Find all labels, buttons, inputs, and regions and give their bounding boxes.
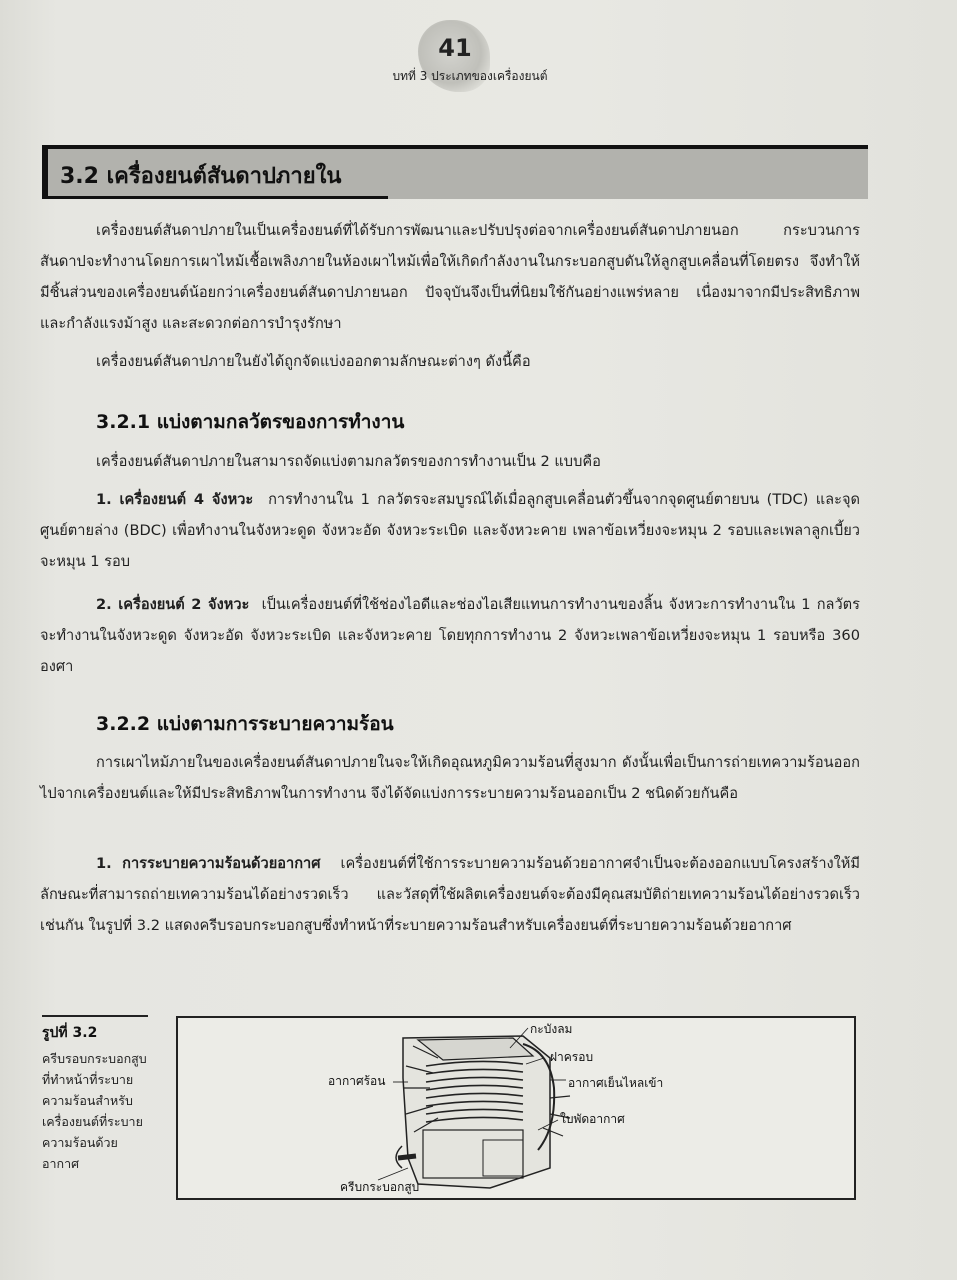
label-cover: ฝาครอบ [550,1050,594,1064]
classification-sentence: เครื่องยนต์สันดาปภายในยังได้ถูกจัดแบ่งออกตามลักษณะต่างๆ ดังนี้คือ [96,353,531,370]
subsection-2-intro: การเผาไหม้ภายในของเครื่องยนต์สันดาปภายในจะให้เกิดอุณหภูมิความร้อนที่สูงมาก ดังนั้นเพื่อเป็นการถ่ายเทความร้อนออกไปจากเครื่องยนต์และให้มีประสิทธิภาพในการทำงาน จึงได้จัดแบ่งการระบายความร้อนออกเป็น 2 ชนิดด้วยกันคือ [40,754,860,802]
label-cool-air-in: อากาศเย็นไหลเข้า [568,1076,664,1090]
figure-caption: ครีบรอบกระบอกสูบที่ทำหน้าที่ระบายความร้อนสำหรับเครื่องยนต์ที่ระบายความร้อนด้วยอากาศ [42,1051,147,1171]
chapter-title: บทที่ 3 ประเภทของเครื่องยนต์ [392,69,548,83]
cylinder-fins-illustration [178,1018,854,1198]
label-hot-air: อากาศร้อน [328,1074,386,1088]
subsection-1-intro: เครื่องยนต์สันดาปภายในสามารถจัดแบ่งตามกลวัตรของการทำงานเป็น 2 แบบคือ [96,453,601,470]
four-stroke-paragraph: 1. เครื่องยนต์ 4 จังหวะ การทำงานใน 1 กลวัตรจะสมบูรณ์ได้เมื่อลูกสูบเคลื่อนตัวขึ้นจากจุดศูนย์ตายบน (TDC) และจุดศูนย์ตายล่าง (BDC) เพื่อทำงานในจังหวะดูด จังหวะอัด จังหวะระเบิด และจังหวะคาย เพลาข้อเหวี่ยงจะหมุน 2 รอบและเพลาลูกเบี้ยวจะหมุน 1 รอบ [40,491,860,570]
figure-box [176,1016,856,1200]
air-cooling-paragraph: 1. การระบายความร้อนด้วยอากาศ เครื่องยนต์ที่ใช้การระบายความร้อนด้วยอากาศจำเป็นจะต้องออกแบบโครงสร้างให้มีลักษณะที่สามารถถ่ายเทความร้อนได้อย่างรวดเร็ว และวัสดุที่ใช้ผลิตเครื่องยนต์จะต้องมีคุณสมบัติถ่ายเทความร้อนได้อย่างรวดเร็วเช่นกัน ในรูปที่ 3.2 แสดงครีบรอบกระบอกสูบซึ่งทำหน้าที่ระบายความร้อนสำหรับเครื่องยนต์ที่ระบายความร้อนด้วยอากาศ [40,855,860,934]
label-fan-blade: ใบพัดอากาศ [560,1112,625,1126]
two-stroke-paragraph: 2. เครื่องยนต์ 2 จังหวะ เป็นเครื่องยนต์ที่ใช้ช่องไอดีและช่องไอเสียแทนการทำงานของลิ้น จังหวะการทำงานใน 1 กลวัตรจะทำงานในจังหวะดูด จังหวะอัด จังหวะระเบิด และจังหวะคาย โดยทุกการทำงาน 2 จังหวะเพลาข้อเหวี่ยงจะหมุน 1 รอบหรือ 360 องศา [40,596,860,675]
page-number: 41 [438,34,472,62]
subsection-1-title: 3.2.1 แบ่งตามกลวัตรของการทำงาน [96,411,405,433]
subsection-2-title: 3.2.2 แบ่งตามการระบายความร้อน [96,713,394,735]
air-cooling-heading: 1. การระบายความร้อนด้วยอากาศ [96,855,321,872]
figure-label: รูปที่ 3.2 [42,1025,98,1041]
intro-paragraph: เครื่องยนต์สันดาปภายในเป็นเครื่องยนต์ที่ได้รับการพัฒนาและปรับปรุงต่อจากเครื่องยนต์สันดาปภายนอก กระบวนการสันดาปจะทำงานโดยการเผาไหม้เชื้อเพลิงภายในห้องเผาไหม้เพื่อให้เกิดกำลังงานในกระบอกสูบดันให้ลูกสูบเคลื่อนที่โดยตรง จึงทำให้มีชิ้นส่วนของเครื่องยนต์น้อยกว่าเครื่องยนต์สันดาปภายนอก ปัจจุบันจึงเป็นที่นิยมใช้กันอย่างแพร่หลาย เนื่องมาจากมีประสิทธิภาพและกำลังแรงม้าสูง และสะดวกต่อการบำรุงรักษา [40,222,860,332]
figure-caption-rule [42,1015,148,1017]
label-shroud-vane: กะบังลม [530,1022,573,1036]
label-cylinder-fins: ครีบกระบอกสูบ [340,1180,420,1194]
two-stroke-heading: 2. เครื่องยนต์ 2 จังหวะ [96,596,250,613]
section-title: 3.2 เครื่องยนต์สันดาปภายใน [60,164,342,189]
four-stroke-heading: 1. เครื่องยนต์ 4 จังหวะ [96,491,254,508]
